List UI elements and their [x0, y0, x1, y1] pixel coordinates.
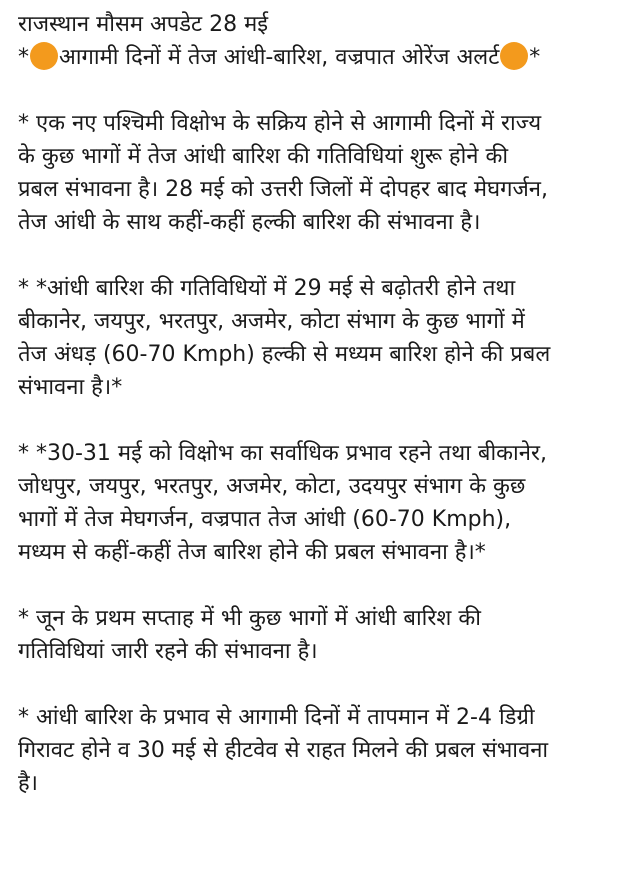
paragraph-line: के कुछ भागों में तेज आंधी बारिश की गतिविधियां शुरू होने की — [18, 144, 509, 169]
paragraph-line: * आंधी बारिश के प्रभाव से आगामी दिनों में तापमान में 2-4 डिग्री — [18, 705, 535, 730]
paragraph-line: * *30-31 मई को विक्षोभ का सर्वाधिक प्रभाव रहने तथा बीकानेर, — [18, 441, 547, 466]
subtitle-text: आगामी दिनों में तेज आंधी-बारिश, वज्रपात ओरेंज अलर्ट — [59, 45, 500, 70]
paragraph-temperature — [18, 701, 626, 800]
post-subtitle — [18, 41, 626, 74]
paragraph-disturbance — [18, 107, 626, 239]
paragraph-line: * जून के प्रथम सप्ताह में भी कुछ भागों में आंधी बारिश की — [18, 606, 481, 631]
subtitle-suffix: * — [529, 45, 541, 70]
paragraph-line: जोधपुर, जयपुर, भरतपुर, अजमेर, कोटा, उदयपुर संभाग के कुछ — [18, 474, 526, 499]
paragraph-line: * एक नए पश्चिमी विक्षोभ के सक्रिय होने से आगामी दिनों में राज्य — [18, 111, 542, 136]
orange-circle-icon — [500, 42, 528, 70]
paragraph-line: गिरावट होने व 30 मई से हीटवेव से राहत मिलने की प्रबल संभावना — [18, 738, 549, 763]
paragraph-line: तेज अंधड़ (60-70 Kmph) हल्की से मध्यम बारिश होने की प्रबल — [18, 342, 551, 367]
paragraph-line: * *आंधी बारिश की गतिविधियों में 29 मई से बढ़ोतरी होने तथा — [18, 276, 516, 301]
paragraph-line: बीकानेर, जयपुर, भरतपुर, अजमेर, कोटा संभाग के कुछ भागों में — [18, 309, 525, 334]
paragraph-line: है। — [18, 771, 39, 796]
paragraph-line: भागों में तेज मेघगर्जन, वज्रपात तेज आंधी (60-70 Kmph), — [18, 507, 512, 532]
subtitle-prefix: * — [18, 45, 29, 70]
orange-circle-icon — [30, 42, 58, 70]
post-title: राजस्थान मौसम अपडेट 28 मई — [18, 12, 269, 37]
weather-post — [18, 8, 626, 800]
paragraph-line: गतिविधियां जारी रहने की संभावना है। — [18, 639, 318, 664]
paragraph-may-29 — [18, 272, 626, 404]
paragraph-may-30-31 — [18, 437, 626, 569]
paragraph-line: तेज आंधी के साथ कहीं-कहीं हल्की बारिश की संभावना है। — [18, 210, 481, 235]
paragraph-line: प्रबल संभावना है। 28 मई को उत्तरी जिलों में दोपहर बाद मेघगर्जन, — [18, 177, 548, 202]
paragraph-line: संभावना है।* — [18, 375, 123, 400]
paragraph-june-week1 — [18, 602, 626, 668]
paragraph-line: मध्यम से कहीं-कहीं तेज बारिश होने की प्रबल संभावना है।* — [18, 540, 486, 565]
